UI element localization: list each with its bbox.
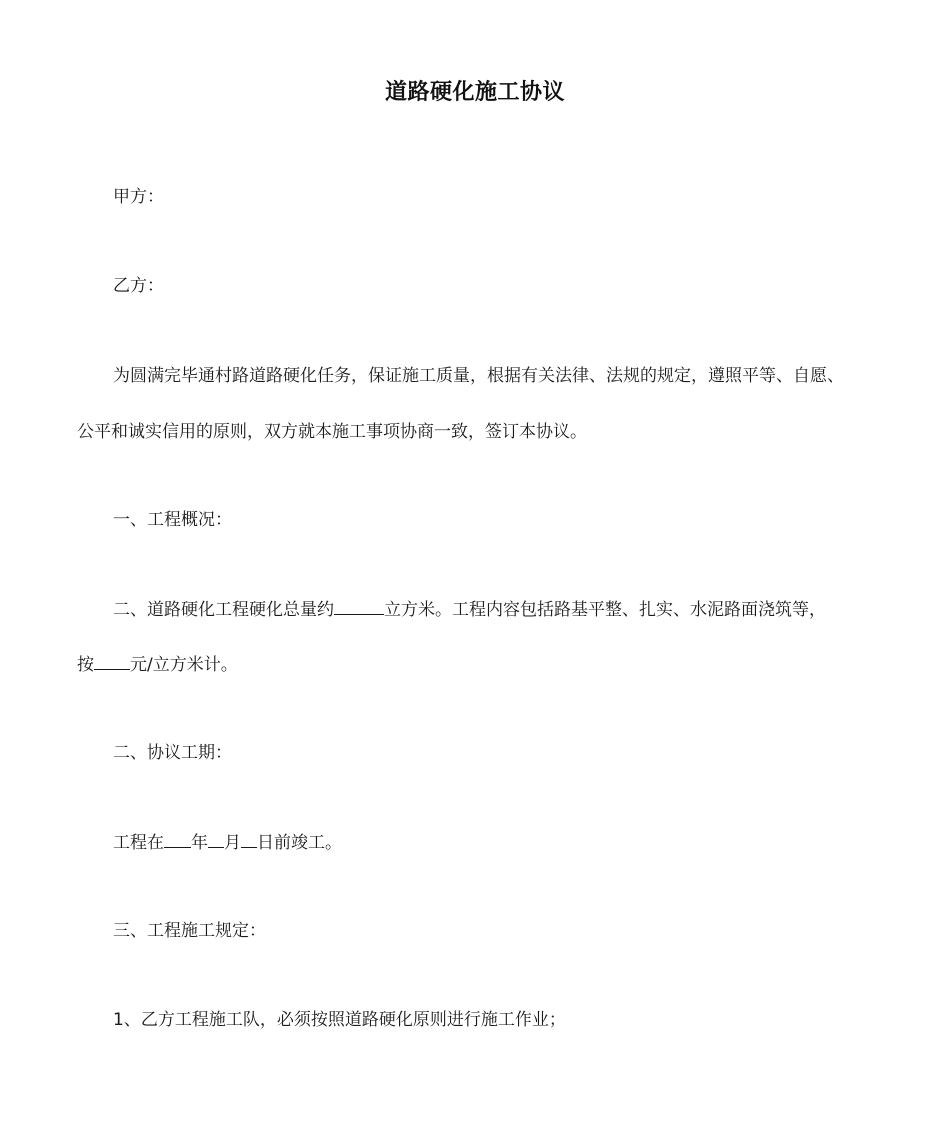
section-2-text-d: 元/立方米计。 [130,655,238,675]
rule-1-text: 1、乙方工程施工队，必须按照道路硬化原则进行施工作业； [113,1010,566,1030]
completion-text-a: 工程在 [113,833,164,853]
section-2-line-1 [113,597,826,622]
completion-text-d: 日前竣工。 [257,833,342,853]
section-4-heading: 三、工程施工规定： [113,921,266,941]
intro-paragraph-line-2: 公平和诚实信用的原则，双方就本施工事项协商一致，签订本协议。 [77,422,587,442]
party-a-label: 甲方： [113,187,164,207]
section-2-text-a: 二、道路硬化工程硬化总量约 [113,600,334,620]
blank-year-underline [164,830,191,848]
intro-paragraph-line-1: 为圆满完毕通村路道路硬化任务，保证施工质量，根据有关法律、法规的规定，遵照平等、自愿、 [113,366,844,386]
blank-month-underline [208,830,224,848]
completion-date-line [113,830,342,855]
section-2-line-2 [77,652,238,677]
blank-volume-underline [334,597,384,615]
blank-day-underline [241,830,257,848]
completion-text-c: 月 [224,833,241,853]
document-title: 道路硬化施工协议 [384,80,565,105]
blank-price-underline [94,652,130,670]
section-2-text-c: 按 [77,655,94,675]
completion-text-b: 年 [191,833,208,853]
section-2-text-b: 立方米。工程内容包括路基平整、扎实、水泥路面浇筑等， [384,600,826,620]
section-1-heading: 一、工程概况： [113,510,232,530]
party-b-label: 乙方： [113,276,164,296]
section-3-heading: 二、协议工期： [113,743,232,763]
